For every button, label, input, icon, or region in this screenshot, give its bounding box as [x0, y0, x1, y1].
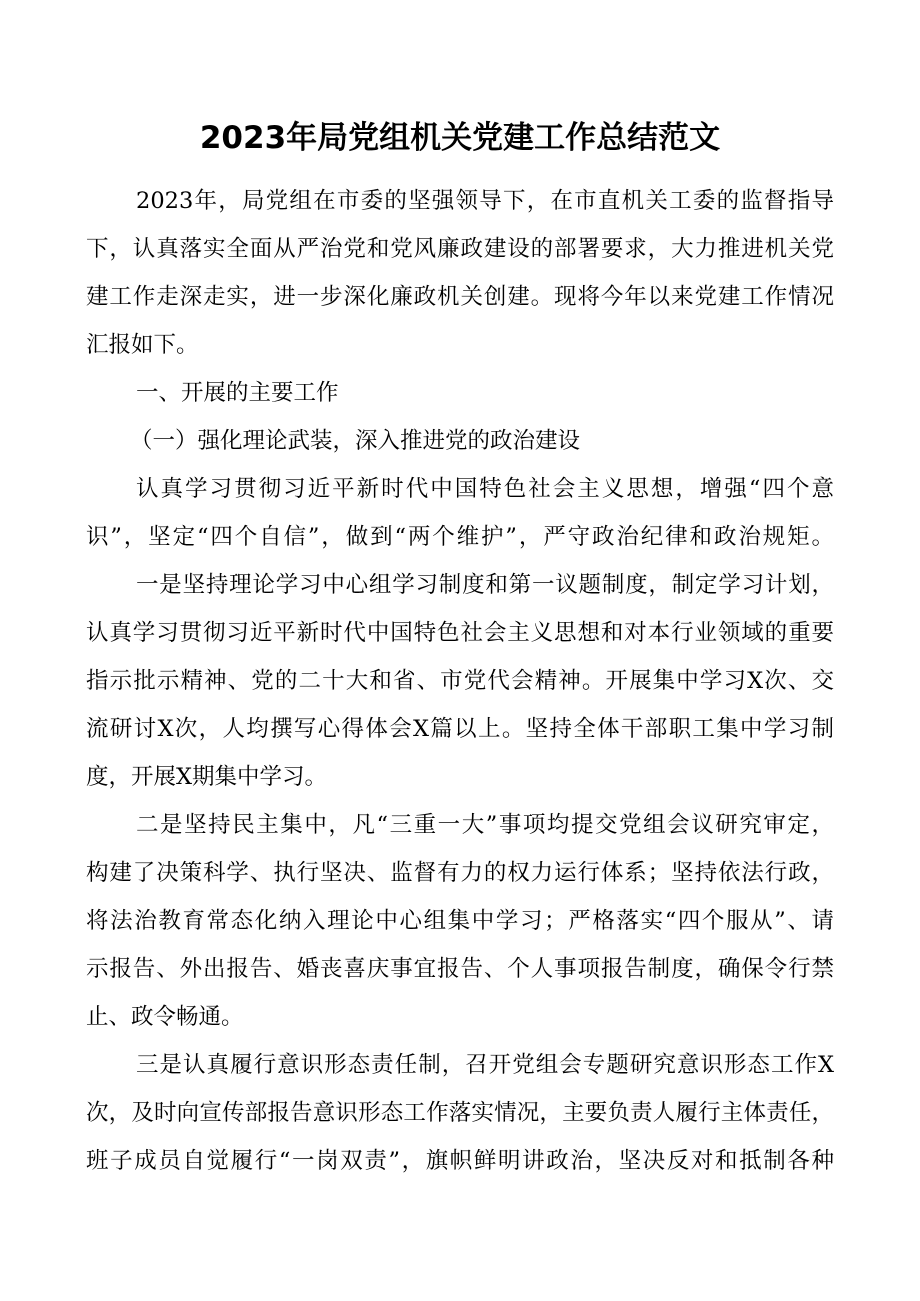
paragraph-line: 次，及时向宣传部报告意识形态工作落实情况，主要负责人履行主体责任，: [86, 1100, 834, 1126]
document-title: 2023年局党组机关党建工作总结范文: [199, 120, 721, 156]
paragraph-line: 二是坚持民主集中，凡“三重一大”事项均提交党组会议研究审定，: [136, 812, 834, 838]
paragraph-line: 指示批示精神、党的二十大和省、市党代会精神。开展集中学习X次、交: [86, 668, 834, 694]
paragraph-line: 三是认真履行意识形态责任制，召开党组会专题研究意识形态工作X: [136, 1052, 834, 1078]
paragraph-line: 流研讨X次，人均撰写心得体会X篇以上。坚持全体干部职工集中学习制: [86, 716, 834, 742]
paragraph-line: 识”，坚定“四个自信”，做到“两个维护”，严守政治纪律和政治规矩。: [86, 524, 834, 550]
paragraph-line: 汇报如下。: [86, 332, 199, 358]
section-heading: 一、开展的主要工作: [136, 380, 339, 406]
paragraph-line: 构建了决策科学、执行坚决、监督有力的权力运行体系；坚持依法行政，: [86, 860, 834, 886]
paragraph-line: 班子成员自觉履行“一岗双责”，旗帜鲜明讲政治，坚决反对和抵制各种: [86, 1148, 834, 1174]
paragraph-line: 认真学习贯彻习近平新时代中国特色社会主义思想，增强“四个意: [136, 476, 834, 502]
paragraph-line: 2023年，局党组在市委的坚强领导下，在市直机关工委的监督指导: [136, 188, 834, 214]
paragraph-line: 示报告、外出报告、婚丧喜庆事宜报告、个人事项报告制度，确保令行禁: [86, 956, 834, 982]
paragraph-line: 下，认真落实全面从严治党和党风廉政建设的部署要求，大力推进机关党: [86, 236, 834, 262]
paragraph-line: 度，开展X期集中学习。: [86, 764, 328, 790]
paragraph-line: 将法治教育常态化纳入理论中心组集中学习；严格落实“四个服从”、请: [86, 908, 834, 934]
paragraph-line: 一是坚持理论学习中心组学习制度和第一议题制度，制定学习计划，: [136, 572, 834, 598]
paragraph-line: 认真学习贯彻习近平新时代中国特色社会主义思想和对本行业领域的重要: [86, 620, 834, 646]
paragraph-line: 止、政令畅通。: [86, 1004, 244, 1030]
subsection-heading: （一）强化理论武装，深入推进党的政治建设: [130, 428, 581, 454]
paragraph-line: 建工作走深走实，进一步深化廉政机关创建。现将今年以来党建工作情况: [86, 284, 834, 310]
